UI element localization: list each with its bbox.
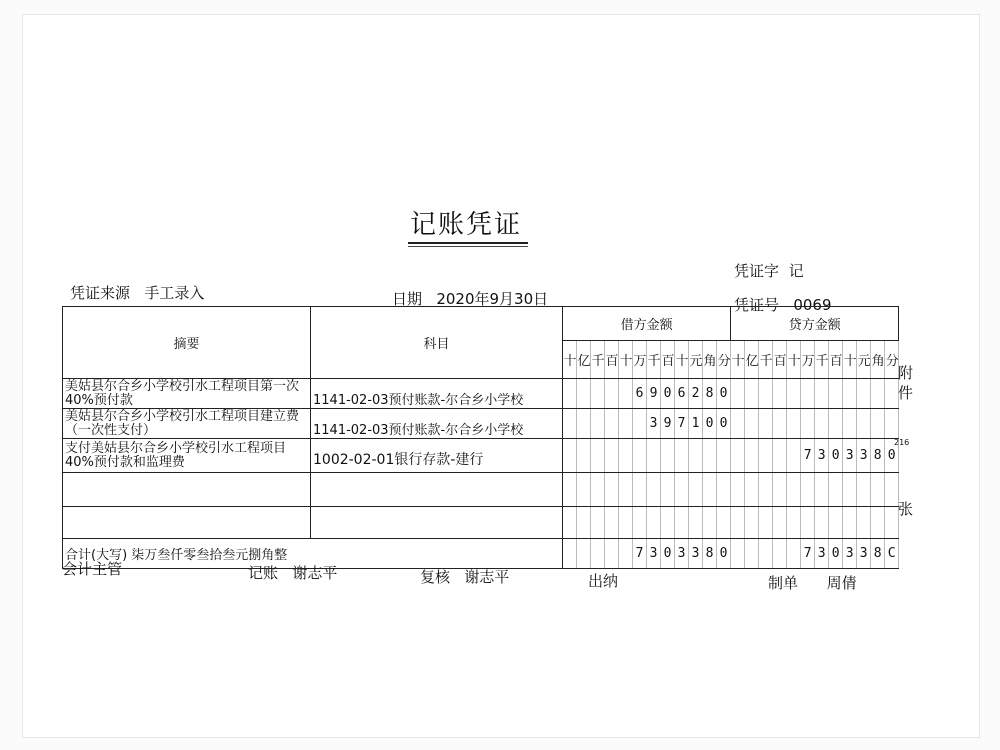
total-debit-digit [577, 539, 591, 569]
total-label: 合计(大写) 柒万叁仟零叁拾叁元捌角整 [63, 539, 563, 569]
debit-unit-11: 分 [717, 341, 731, 379]
total-credit-digit: C [885, 539, 899, 569]
voucher-word [734, 260, 804, 281]
voucher-word-label: 凭证字 [734, 262, 780, 280]
debit-digit [689, 439, 703, 473]
bookkeeper-name: 谢志平 [292, 564, 338, 582]
table-row [63, 473, 899, 507]
debit-digit [591, 507, 605, 539]
credit-unit-6: 千 [815, 341, 829, 379]
table-row [63, 379, 899, 409]
row-summary: 美姑县尔合乡小学校引水工程项目建立费（一次性支付） [63, 409, 311, 439]
total-debit-digit [563, 539, 577, 569]
debit-digit [619, 439, 633, 473]
row-summary: 支付美姑县尔合乡小学校引水工程项目40%预付款和监理费 [63, 439, 311, 473]
debit-digit [717, 507, 731, 539]
debit-unit-10: 角 [703, 341, 717, 379]
credit-digit: 3 [815, 439, 829, 473]
title-underline-second [408, 246, 528, 247]
debit-digit [605, 379, 619, 409]
debit-digit [717, 473, 731, 507]
credit-digit [843, 379, 857, 409]
voucher-table [62, 306, 899, 569]
title-underline [408, 242, 528, 244]
debit-digit [703, 507, 717, 539]
table-row [63, 507, 899, 539]
date-value: 2020年9月30日 [436, 290, 549, 308]
credit-digit [731, 379, 745, 409]
credit-digit [857, 379, 871, 409]
credit-unit-1: 亿 [745, 341, 759, 379]
entry-rows [63, 379, 899, 539]
debit-digit [563, 507, 577, 539]
credit-digit [731, 409, 745, 439]
credit-unit-2: 千 [759, 341, 773, 379]
debit-digit [605, 409, 619, 439]
credit-digit [787, 507, 801, 539]
total-credit-digit: 7 [801, 539, 815, 569]
credit-digit [871, 507, 885, 539]
credit-unit-8: 十 [843, 341, 857, 379]
credit-digit [787, 473, 801, 507]
credit-digit [745, 379, 759, 409]
debit-digit [661, 507, 675, 539]
credit-digit [857, 507, 871, 539]
row-subject [311, 507, 563, 539]
credit-digit [787, 409, 801, 439]
credit-digit [787, 439, 801, 473]
debit-digit: 1 [689, 409, 703, 439]
credit-digit [857, 473, 871, 507]
debit-digit [577, 473, 591, 507]
maker [768, 572, 857, 593]
credit-digit [773, 379, 787, 409]
credit-digit [731, 439, 745, 473]
debit-digit [563, 379, 577, 409]
debit-digit [619, 379, 633, 409]
row-subject [311, 473, 563, 507]
debit-digit [563, 439, 577, 473]
credit-digit [801, 379, 815, 409]
credit-digit [871, 379, 885, 409]
credit-digit [759, 473, 773, 507]
total-credit-digit: 3 [843, 539, 857, 569]
total-debit-digit: 3 [675, 539, 689, 569]
total-debit-digit: 7 [633, 539, 647, 569]
debit-digit [703, 439, 717, 473]
reviewer-label: 复核 [420, 568, 451, 586]
total-credit-digit [773, 539, 787, 569]
debit-digit [619, 473, 633, 507]
source-value: 手工录入 [144, 284, 205, 302]
total-debit-digit: 3 [689, 539, 703, 569]
bookkeeper [248, 562, 337, 583]
total-debit-digit [591, 539, 605, 569]
credit-digit: 0 [885, 439, 899, 473]
total-credit-digit: 0 [829, 539, 843, 569]
total-debit-digit: 0 [661, 539, 675, 569]
credit-digit [815, 473, 829, 507]
credit-digit [745, 507, 759, 539]
date-label: 日期 [392, 290, 423, 308]
credit-unit-10: 角 [871, 341, 885, 379]
total-debit-digit: 0 [717, 539, 731, 569]
total-debit-digit [619, 539, 633, 569]
total-debit-digit: 3 [647, 539, 661, 569]
credit-digit [843, 507, 857, 539]
credit-digit [801, 507, 815, 539]
credit-digit [815, 379, 829, 409]
debit-digit [633, 409, 647, 439]
credit-unit-7: 百 [829, 341, 843, 379]
credit-digit [759, 379, 773, 409]
cashier-label: 出纳 [588, 572, 619, 590]
debit-digit: 0 [661, 379, 675, 409]
debit-digit [661, 439, 675, 473]
debit-digit [647, 473, 661, 507]
debit-unit-1: 亿 [577, 341, 591, 379]
debit-digit [577, 409, 591, 439]
row-subject: 1141-02-03预付账款-尔合乡小学校 [311, 379, 563, 409]
debit-digit [675, 507, 689, 539]
maker-label: 制单 [768, 574, 799, 592]
debit-digit [563, 409, 577, 439]
debit-digit [591, 379, 605, 409]
source-label: 凭证来源 [70, 284, 131, 302]
debit-digit: 0 [717, 379, 731, 409]
credit-unit-3: 百 [773, 341, 787, 379]
voucher-no-label: 凭证号 [734, 296, 780, 314]
debit-unit-5: 万 [633, 341, 647, 379]
debit-digit [647, 507, 661, 539]
credit-digit [885, 409, 899, 439]
header-credit: 贷方金额 [731, 307, 899, 341]
credit-digit [759, 409, 773, 439]
credit-unit-4: 十 [787, 341, 801, 379]
total-credit-digit [787, 539, 801, 569]
total-credit-digit: 3 [857, 539, 871, 569]
credit-digit [759, 507, 773, 539]
debit-digit: 9 [647, 379, 661, 409]
voucher-source [70, 282, 204, 303]
credit-digit [731, 473, 745, 507]
credit-digit: 3 [857, 439, 871, 473]
debit-unit-7: 百 [661, 341, 675, 379]
header-summary: 摘要 [63, 307, 311, 379]
credit-digit [773, 439, 787, 473]
debit-digit [591, 409, 605, 439]
total-debit-digit [605, 539, 619, 569]
credit-digit [815, 507, 829, 539]
attach-label-top: 附 [898, 364, 914, 382]
debit-digit: 6 [675, 379, 689, 409]
voucher-word-value: 记 [788, 262, 804, 280]
debit-digit [689, 473, 703, 507]
credit-digit [773, 473, 787, 507]
debit-digit [675, 439, 689, 473]
credit-unit-11: 分 [885, 341, 899, 379]
total-credit-digit [745, 539, 759, 569]
credit-digit [829, 473, 843, 507]
table-row [63, 409, 899, 439]
debit-digit: 8 [703, 379, 717, 409]
credit-digit [829, 379, 843, 409]
row-summary: 美姑县尔合乡小学校引水工程项目第一次40%预付款 [63, 379, 311, 409]
debit-unit-9: 元 [689, 341, 703, 379]
credit-digit: 7 [801, 439, 815, 473]
credit-digit: 8 [871, 439, 885, 473]
total-credit-digit: 3 [815, 539, 829, 569]
row-summary [63, 473, 311, 507]
credit-digit [745, 409, 759, 439]
debit-digit [563, 473, 577, 507]
debit-unit-3: 百 [605, 341, 619, 379]
debit-digit [577, 439, 591, 473]
credit-digit [745, 439, 759, 473]
debit-digit [633, 439, 647, 473]
credit-unit-9: 元 [857, 341, 871, 379]
total-debit-digit: 8 [703, 539, 717, 569]
debit-digit: 7 [675, 409, 689, 439]
page-title: 记账凭证 [410, 210, 523, 240]
debit-digit [703, 473, 717, 507]
table-row [63, 439, 899, 473]
reviewer-name: 谢志平 [464, 568, 510, 586]
row-subject: 1002-02-01银行存款-建行 [311, 439, 563, 473]
credit-digit [801, 473, 815, 507]
credit-digit: 0 [829, 439, 843, 473]
credit-digit: 3 [843, 439, 857, 473]
credit-digit [759, 439, 773, 473]
total-row [63, 539, 899, 569]
header-subject: 科目 [311, 307, 563, 379]
debit-digit: 0 [717, 409, 731, 439]
debit-unit-4: 十 [619, 341, 633, 379]
total-credit-digit [759, 539, 773, 569]
debit-digit [577, 379, 591, 409]
debit-digit: 6 [633, 379, 647, 409]
debit-digit [605, 507, 619, 539]
maker-name: 周倩 [826, 574, 857, 592]
credit-unit-5: 万 [801, 341, 815, 379]
debit-digit [619, 507, 633, 539]
supervisor-label: 会计主管 [62, 560, 123, 578]
credit-digit [871, 409, 885, 439]
header-debit: 借方金额 [563, 307, 731, 341]
debit-digit [577, 507, 591, 539]
credit-digit [871, 473, 885, 507]
credit-digit [801, 409, 815, 439]
attach-count: 216 [894, 438, 910, 447]
credit-digit [815, 409, 829, 439]
attach-label-bottom: 件 [898, 384, 914, 402]
credit-digit [885, 473, 899, 507]
debit-digit [675, 473, 689, 507]
debit-digit [591, 473, 605, 507]
debit-digit [591, 439, 605, 473]
credit-digit [829, 409, 843, 439]
debit-unit-6: 千 [647, 341, 661, 379]
debit-digit [605, 439, 619, 473]
credit-unit-0: 十 [731, 341, 745, 379]
attach-unit: 张 [898, 500, 914, 518]
credit-digit [731, 507, 745, 539]
voucher-no-value: 0069 [793, 296, 832, 314]
debit-digit [619, 409, 633, 439]
debit-digit [717, 439, 731, 473]
debit-digit [661, 473, 675, 507]
credit-digit [857, 409, 871, 439]
debit-unit-2: 千 [591, 341, 605, 379]
credit-digit [843, 473, 857, 507]
debit-unit-8: 十 [675, 341, 689, 379]
debit-digit: 3 [647, 409, 661, 439]
debit-digit: 9 [661, 409, 675, 439]
debit-digit [689, 507, 703, 539]
row-subject: 1141-02-03预付账款-尔合乡小学校 [311, 409, 563, 439]
debit-digit: 2 [689, 379, 703, 409]
credit-digit [885, 507, 899, 539]
total-credit-digit [731, 539, 745, 569]
reviewer [420, 566, 509, 587]
debit-digit: 0 [703, 409, 717, 439]
credit-digit [773, 409, 787, 439]
credit-digit [745, 473, 759, 507]
credit-digit [787, 379, 801, 409]
credit-digit [829, 507, 843, 539]
debit-unit-0: 十 [563, 341, 577, 379]
bookkeeper-label: 记账 [248, 564, 279, 582]
debit-digit [605, 473, 619, 507]
row-summary [63, 507, 311, 539]
credit-digit [843, 409, 857, 439]
debit-digit [633, 507, 647, 539]
total-credit-digit: 8 [871, 539, 885, 569]
credit-digit [885, 379, 899, 409]
debit-digit [647, 439, 661, 473]
debit-digit [633, 473, 647, 507]
credit-digit [773, 507, 787, 539]
